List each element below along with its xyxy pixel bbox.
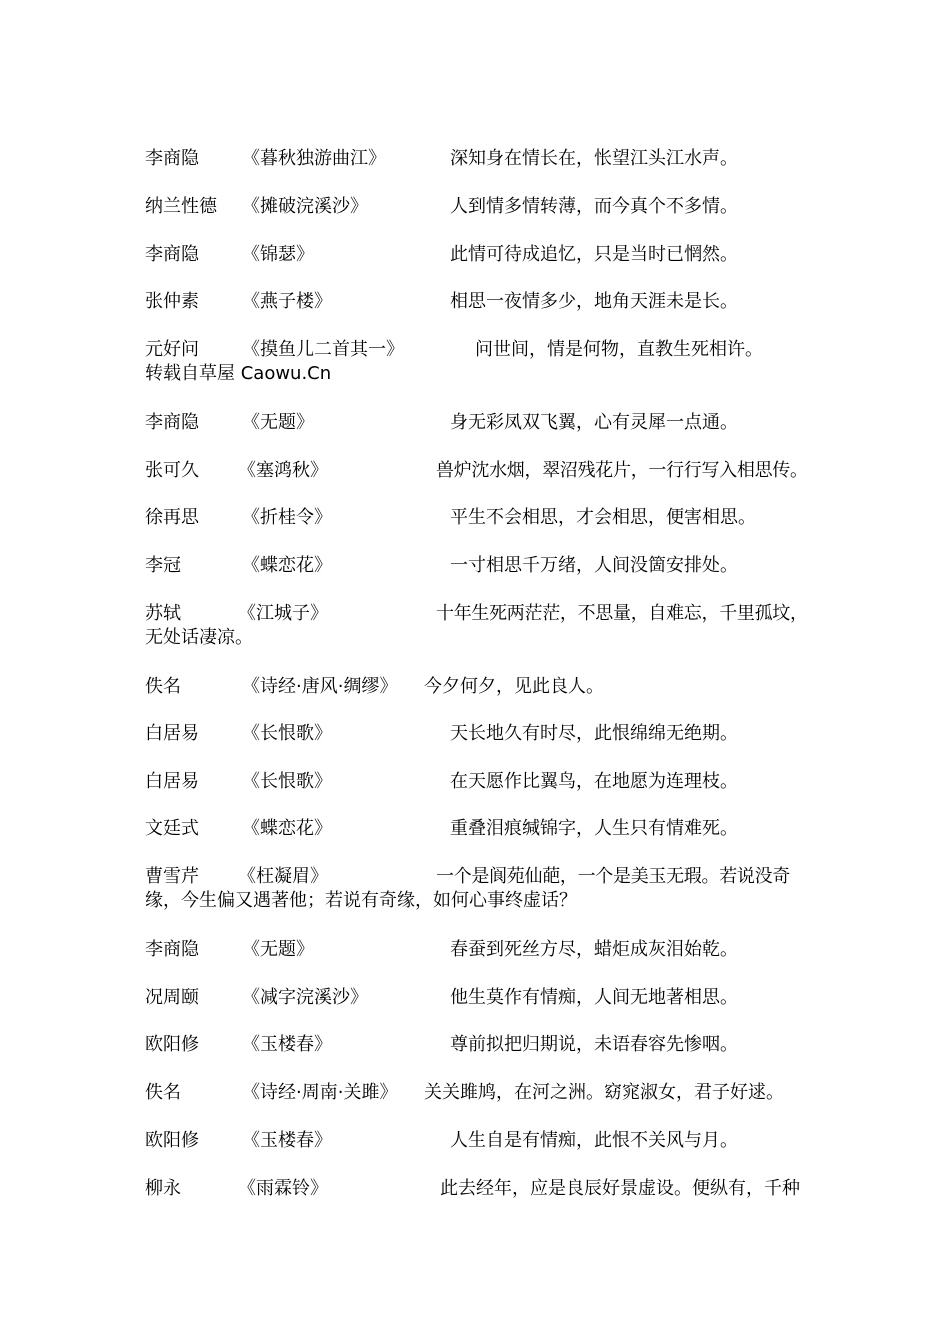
poem-line: 人到情多情转薄，而今真个不多情。 <box>450 196 738 217</box>
poem-line: 十年生死两茫茫，不思量，自难忘，千里孤坟， <box>436 603 808 624</box>
work-title: 《长恨歌》 <box>242 723 332 744</box>
author-name: 元好问 <box>145 339 199 360</box>
work-title: 《枉凝眉》 <box>238 866 328 887</box>
poem-line: 此去经年，应是良辰好景虚设。便纵有，千种 <box>440 1178 800 1199</box>
author-name: 李商隐 <box>145 244 199 265</box>
work-title: 《燕子楼》 <box>242 291 332 312</box>
poem-line: 重叠泪痕缄锦字，人生只有情难死。 <box>450 818 738 839</box>
poem-entry <box>145 817 825 865</box>
poem-entry <box>145 986 825 1034</box>
poem-entry <box>145 147 825 195</box>
poem-entry <box>145 1177 825 1225</box>
source-note: 转载自草屋 Caowu.Cn <box>145 363 332 384</box>
work-title: 《暮秋独游曲江》 <box>242 148 386 169</box>
work-title: 《摸鱼儿二首其一》 <box>242 339 404 360</box>
poem-line-continued: 缘，今生偏又遇著他；若说有奇缘，如何心事终虚话？ <box>145 890 577 911</box>
poem-entry <box>145 1033 825 1081</box>
poem-entry <box>145 411 825 459</box>
author-name: 况周颐 <box>145 987 199 1008</box>
work-title: 《玉楼春》 <box>242 1034 332 1055</box>
work-title: 《无题》 <box>242 939 314 960</box>
author-name: 纳兰性德 <box>145 196 217 217</box>
poem-entry <box>145 1129 825 1177</box>
poem-entry <box>145 338 825 386</box>
poem-entry <box>145 506 825 554</box>
poem-entry <box>145 195 825 243</box>
work-title: 《蝶恋花》 <box>242 555 332 576</box>
poem-entry <box>145 602 825 650</box>
poem-line: 深知身在情长在，怅望江头江水声。 <box>450 148 738 169</box>
poem-line: 兽炉沈水烟，翠沼残花片，一行行写入相思传。 <box>436 460 808 481</box>
author-name: 欧阳修 <box>145 1130 199 1151</box>
work-title: 《诗经·周南·关雎》 <box>242 1082 398 1103</box>
poem-entry <box>145 554 825 602</box>
poem-entry <box>145 770 825 818</box>
author-name: 佚名 <box>145 676 181 697</box>
poem-entry <box>145 675 825 723</box>
poem-entry <box>145 290 825 338</box>
poem-line: 问世间，情是何物，直教生死相许。 <box>475 339 763 360</box>
author-name: 张可久 <box>145 460 199 481</box>
poem-line-continued: 无处话凄凉。 <box>145 627 253 648</box>
author-name: 欧阳修 <box>145 1034 199 1055</box>
work-title: 《无题》 <box>242 412 314 433</box>
author-name: 徐再思 <box>145 507 199 528</box>
poem-line: 春蚕到死丝方尽，蜡炬成灰泪始乾。 <box>450 939 738 960</box>
author-name: 曹雪芹 <box>145 866 199 887</box>
work-title: 《减字浣溪沙》 <box>242 987 368 1008</box>
author-name: 李冠 <box>145 555 181 576</box>
work-title: 《玉楼春》 <box>242 1130 332 1151</box>
poem-line: 今夕何夕，见此良人。 <box>424 676 604 697</box>
author-name: 李商隐 <box>145 939 199 960</box>
work-title: 《折桂令》 <box>242 507 332 528</box>
poem-entry <box>145 938 825 986</box>
work-title: 《雨霖铃》 <box>238 1178 328 1199</box>
poem-line: 天长地久有时尽，此恨绵绵无绝期。 <box>450 723 738 744</box>
author-name: 白居易 <box>145 771 199 792</box>
poem-line: 一寸相思千万绪，人间没箇安排处。 <box>450 555 738 576</box>
poem-line: 身无彩凤双飞翼，心有灵犀一点通。 <box>450 412 738 433</box>
author-name: 文廷式 <box>145 818 199 839</box>
poem-line: 尊前拟把归期说，未语春容先惨咽。 <box>450 1034 738 1055</box>
poem-line: 在天愿作比翼鸟，在地愿为连理枝。 <box>450 771 738 792</box>
author-name: 李商隐 <box>145 148 199 169</box>
poem-line: 关关雎鸠，在河之洲。窈窕淑女，君子好逑。 <box>424 1082 784 1103</box>
work-title: 《锦瑟》 <box>242 244 314 265</box>
author-name: 柳永 <box>145 1178 181 1199</box>
poem-line: 相思一夜情多少，地角天涯未是长。 <box>450 291 738 312</box>
poem-entry <box>145 243 825 291</box>
poem-entry <box>145 722 825 770</box>
work-title: 《诗经·唐风·绸缪》 <box>242 676 398 697</box>
work-title: 《蝶恋花》 <box>242 818 332 839</box>
author-name: 佚名 <box>145 1082 181 1103</box>
poem-line: 此情可待成追忆，只是当时已惘然。 <box>450 244 738 265</box>
author-name: 李商隐 <box>145 412 199 433</box>
poem-line: 人生自是有情痴，此恨不关风与月。 <box>450 1130 738 1151</box>
work-title: 《江城子》 <box>238 603 328 624</box>
author-name: 白居易 <box>145 723 199 744</box>
poem-entry <box>145 459 825 507</box>
author-name: 张仲素 <box>145 291 199 312</box>
poem-line: 一个是阆苑仙葩，一个是美玉无瑕。若说没奇 <box>436 866 790 887</box>
work-title: 《塞鸿秋》 <box>238 460 328 481</box>
poem-line: 他生莫作有情痴，人间无地著相思。 <box>450 987 738 1008</box>
work-title: 《摊破浣溪沙》 <box>242 196 368 217</box>
poem-line: 平生不会相思，才会相思，便害相思。 <box>450 507 756 528</box>
poem-entry <box>145 1081 825 1129</box>
work-title: 《长恨歌》 <box>242 771 332 792</box>
poem-entry <box>145 865 825 913</box>
author-name: 苏轼 <box>145 603 181 624</box>
